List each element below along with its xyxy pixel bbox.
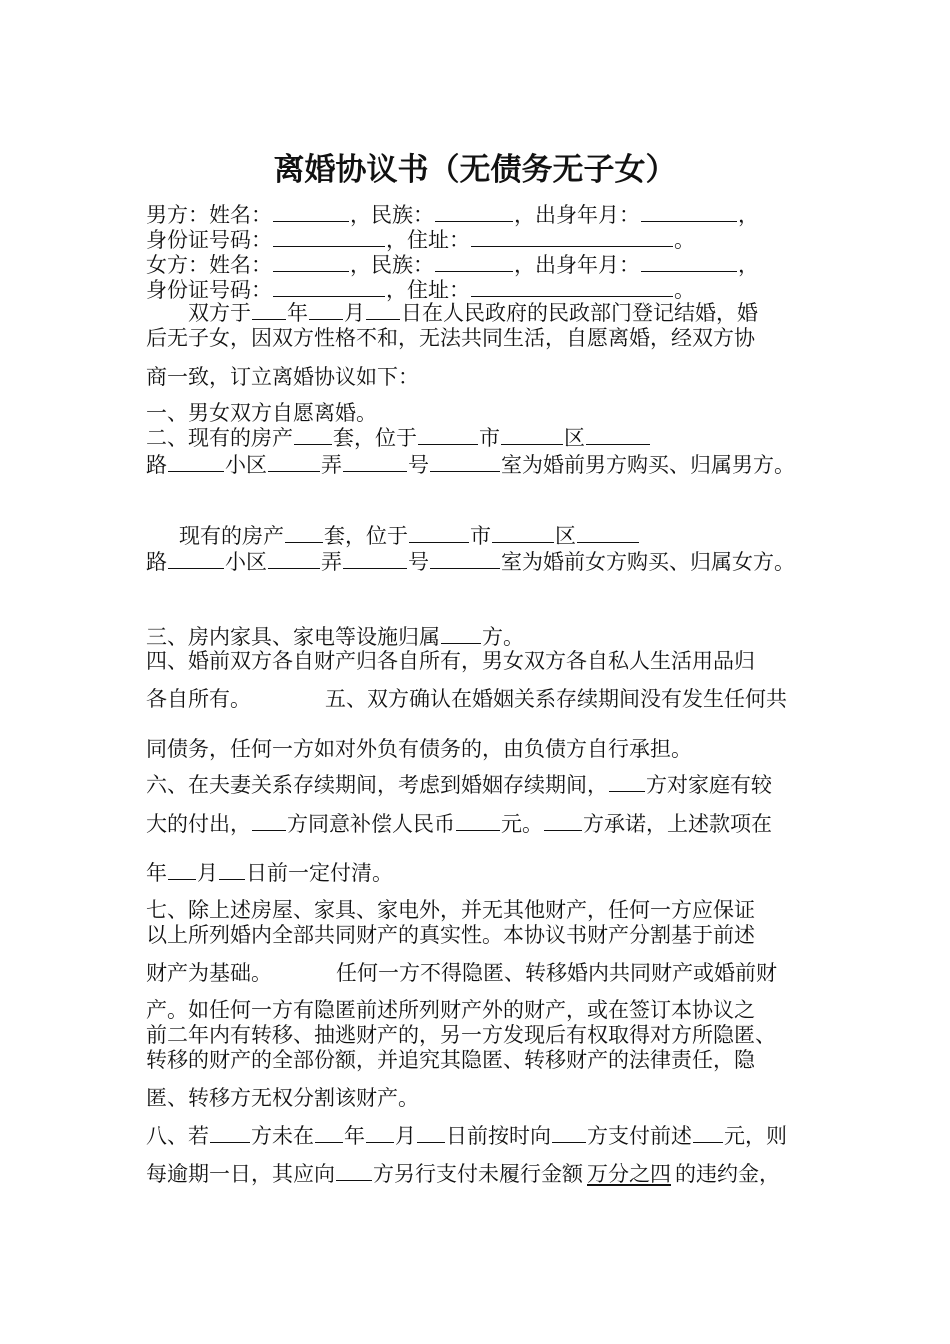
penalty-recipient-blank[interactable] [336, 1160, 372, 1181]
room-number-blank[interactable] [430, 548, 500, 569]
clause-7-line: 财产为基础。 任何一方不得隐匿、转移婚内共同财产或婚前财 [146, 961, 777, 985]
husband-name-blank[interactable] [273, 201, 349, 222]
clause-7: 七、除上述房屋、家具、家电外，并无其他财产，任何一方应保证 [146, 898, 755, 922]
husband-address-blank[interactable] [471, 226, 673, 247]
clause-7-line: 以上所列婚内全部共同财产的真实性。本协议书财产分割基于前述 [146, 923, 755, 947]
clause-8: 八、若 方未在 年 月 日前按时向 方支付前述 元，则 [146, 1124, 787, 1148]
marriage-day-blank[interactable] [366, 299, 400, 320]
amount-blank[interactable] [693, 1122, 723, 1143]
room-number-blank[interactable] [430, 451, 500, 472]
compensation-amount-blank[interactable] [456, 810, 500, 831]
clause-6: 六、在夫妻关系存续期间，考虑到婚姻存续期间， 方对家庭有较 [146, 773, 772, 797]
penalty-rate: 万分之四 [587, 1162, 671, 1186]
clause-5-cont: 同债务，任何一方如对外负有债务的，由负债方自行承担。 [146, 737, 692, 761]
defaulting-party-blank[interactable] [210, 1122, 250, 1143]
furniture-owner-blank[interactable] [441, 623, 481, 644]
wife-id-line: 身份证号码： ，住址： 。 [146, 278, 695, 302]
community-blank[interactable] [268, 548, 320, 569]
city-blank[interactable] [409, 522, 469, 543]
clause-1: 一、男女双方自愿离婚。 [146, 401, 377, 425]
wife-house-address: 路 小区 弄 号 室为婚前女方购买、归属女方。 [146, 550, 795, 574]
house-count-blank[interactable] [285, 522, 323, 543]
husband-ethnicity-blank[interactable] [435, 201, 513, 222]
husband-id-line: 身份证号码： ，住址： 。 [146, 228, 695, 252]
clause-6-compensation: 大的付出， 方同意补偿人民币 元。 方承诺，上述款项在 [146, 812, 772, 836]
clause-4-5: 各自所有。 五、双方确认在婚姻关系存续期间没有发生任何共 [146, 687, 787, 711]
contributing-party-blank[interactable] [609, 771, 645, 792]
clause-2-house-address: 路 小区 弄 号 室为婚前男方购买、归属男方。 [146, 453, 795, 477]
husband-name-line: 男方：姓名： ，民族： ，出身年月： ， [146, 203, 759, 227]
clause-3: 三、房内家具、家电等设施归属 方。 [146, 625, 524, 649]
wife-address-blank[interactable] [471, 276, 673, 297]
road-blank[interactable] [577, 522, 639, 543]
city-blank[interactable] [418, 424, 478, 445]
paying-party-blank[interactable] [252, 810, 286, 831]
clause-7-line: 匿、转移方无权分割该财产。 [146, 1086, 419, 1110]
lane-blank[interactable] [343, 548, 407, 569]
due-year-blank[interactable] [315, 1122, 343, 1143]
district-blank[interactable] [501, 424, 563, 445]
lane-blank[interactable] [343, 451, 407, 472]
clause-7-line: 产。如任何一方有隐匿前述所列财产外的财产，或在签订本协议之 [146, 998, 755, 1022]
road-name-blank[interactable] [168, 451, 224, 472]
clause-8-penalty: 每逾期一日，其应向 方另行支付未履行金额 万分之四 的违约金， [146, 1162, 780, 1186]
wife-house-location: 现有的房产 套，位于 市 区 [146, 522, 836, 549]
wife-birth-blank[interactable] [641, 251, 737, 272]
wife-name-line: 女方：姓名： ，民族： ，出身年月： ， [146, 253, 759, 277]
husband-id-blank[interactable] [273, 226, 385, 247]
deadline-day-blank[interactable] [219, 859, 245, 880]
promising-party-blank[interactable] [544, 810, 582, 831]
house-count-blank[interactable] [294, 424, 332, 445]
husband-birth-blank[interactable] [641, 201, 737, 222]
district-blank[interactable] [492, 522, 554, 543]
wife-name-blank[interactable] [273, 251, 349, 272]
paragraph-line: 后无子女，因双方性格不和，无法共同生活，自愿离婚，经双方协 [146, 326, 755, 350]
paragraph-line: 商一致，订立离婚协议如下： [146, 365, 419, 389]
marriage-year-blank[interactable] [252, 299, 286, 320]
wife-ethnicity-blank[interactable] [435, 251, 513, 272]
clause-7-line: 转移的财产的全部份额，并追究其隐匿、转移财产的法律责任，隐 [146, 1048, 755, 1072]
road-name-blank[interactable] [168, 548, 224, 569]
recipient-party-blank[interactable] [552, 1122, 586, 1143]
clause-7-line: 前二年内有转移、抽逃财产的，另一方发现后有权取得对方所隐匿、 [146, 1023, 776, 1047]
community-blank[interactable] [268, 451, 320, 472]
due-day-blank[interactable] [417, 1122, 445, 1143]
road-blank[interactable] [586, 424, 650, 445]
document-title: 离婚协议书（无债务无子女） [273, 152, 677, 188]
marriage-date-line: 双方于 年 月 日在人民政府的民政部门登记结婚，婚 [188, 301, 758, 325]
due-month-blank[interactable] [366, 1122, 394, 1143]
wife-id-blank[interactable] [273, 276, 385, 297]
clause-2-house-location: 二、现有的房产 套，位于 市 区 [146, 424, 836, 451]
marriage-month-blank[interactable] [309, 299, 343, 320]
clause-4: 四、婚前双方各自财产归各自所有，男女双方各自私人生活用品归 [146, 649, 755, 673]
clause-6-deadline: 年 月 日前一定付清。 [146, 861, 393, 885]
deadline-month-blank[interactable] [168, 859, 196, 880]
